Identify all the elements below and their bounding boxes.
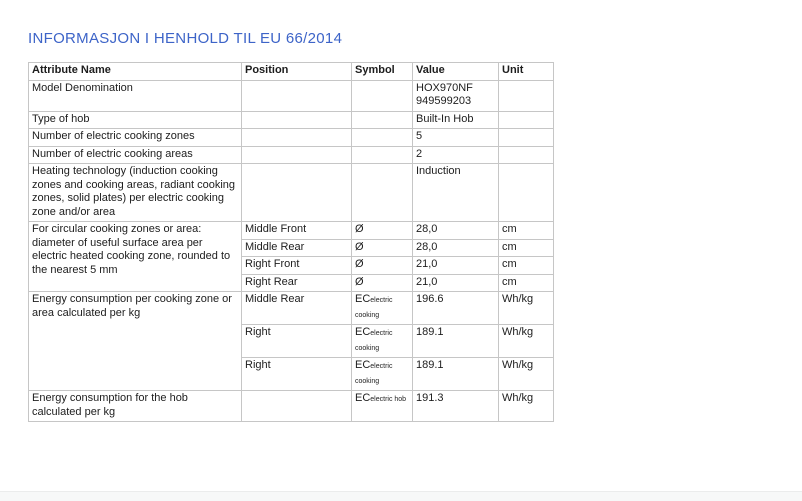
value-line: 28,0: [416, 223, 438, 235]
unit-cell: [499, 129, 554, 147]
table-row: [29, 164, 554, 222]
value-cell: [413, 274, 499, 292]
value-cell: [413, 146, 499, 164]
attribute-name-cell: Heating technology (induction cooking zones and cooking areas, radiant cooking zones, solid plates) per electric cooking zone and/or area: [29, 164, 242, 222]
symbol-cell: [352, 80, 413, 111]
attribute-name-cell: For circular cooking zones or area: diameter of useful surface area per electric heated cooking zone, rounded to the nearest 5 mm: [29, 222, 242, 292]
position-cell: Right: [242, 325, 352, 358]
value-line: HOX970NF: [416, 81, 473, 94]
unit-cell: cm: [499, 274, 554, 292]
eu-info-table: [28, 62, 554, 422]
table-row: [29, 111, 554, 129]
symbol-base: EC: [355, 359, 371, 371]
table-row: [29, 222, 554, 240]
position-cell: [242, 80, 352, 111]
value-cell: [413, 325, 499, 358]
value-line: 191.3: [416, 392, 444, 404]
symbol-cell: [352, 325, 413, 358]
symbol-cell: [352, 129, 413, 147]
symbol-base: Ø: [355, 258, 364, 270]
unit-cell: cm: [499, 239, 554, 257]
symbol-base: Ø: [355, 240, 364, 253]
attribute-name-cell: Number of electric cooking zones: [29, 129, 242, 147]
symbol-subscript: electric cooking: [355, 297, 393, 319]
col-header-unit: Unit: [499, 63, 554, 81]
value-cell: [413, 358, 499, 391]
value-line: 949599203: [416, 95, 472, 107]
value-cell: [413, 391, 499, 422]
position-cell: [242, 129, 352, 147]
position-cell: Right Rear: [242, 274, 352, 292]
value-line: 5: [416, 130, 423, 142]
position-cell: Right Front: [242, 257, 352, 275]
unit-cell: Wh/kg: [499, 391, 554, 422]
value-line: Built-In Hob: [416, 112, 474, 125]
attribute-name-cell: Energy consumption per cooking zone or area calculated per kg: [29, 292, 242, 391]
symbol-cell: [352, 111, 413, 129]
position-cell: [242, 146, 352, 164]
value-cell: [413, 164, 499, 222]
footer-bar: [0, 491, 802, 501]
value-cell: [413, 292, 499, 325]
col-header-value: Value: [413, 63, 499, 81]
symbol-cell: [352, 257, 413, 275]
symbol-subscript: electric cooking: [355, 363, 393, 385]
value-line: 21,0: [416, 258, 438, 270]
attribute-name-cell: Energy consumption for the hob calculated per kg: [29, 391, 242, 422]
page-title: INFORMASJON I HENHOLD TIL EU 66/2014: [28, 30, 343, 47]
symbol-base: Ø: [355, 223, 364, 235]
symbol-cell: [352, 222, 413, 240]
symbol-cell: [352, 274, 413, 292]
col-header-symbol: Symbol: [352, 63, 413, 81]
symbol-cell: [352, 358, 413, 391]
unit-cell: Wh/kg: [499, 292, 554, 325]
unit-cell: cm: [499, 257, 554, 275]
symbol-cell: [352, 292, 413, 325]
value-line: Induction: [416, 165, 461, 177]
position-cell: [242, 111, 352, 129]
table-row: [29, 146, 554, 164]
col-header-position: Position: [242, 63, 352, 81]
unit-cell: cm: [499, 222, 554, 240]
table-header-row: [29, 63, 554, 81]
attribute-name-cell: Model Denomination: [29, 80, 242, 111]
table-row: [29, 391, 554, 422]
attribute-name-cell: Type of hob: [29, 111, 242, 129]
symbol-cell: [352, 391, 413, 422]
value-line: 21,0: [416, 275, 438, 288]
value-line: 196.6: [416, 293, 444, 305]
col-header-attribute-name: Attribute Name: [29, 63, 242, 81]
symbol-base: EC: [355, 293, 371, 305]
value-cell: [413, 222, 499, 240]
symbol-base: Ø: [355, 275, 364, 288]
unit-cell: [499, 80, 554, 111]
table-row: [29, 80, 554, 111]
value-cell: [413, 111, 499, 129]
position-cell: Middle Rear: [242, 239, 352, 257]
symbol-cell: [352, 146, 413, 164]
value-line: 189.1: [416, 326, 444, 338]
value-line: 28,0: [416, 240, 438, 253]
value-cell: [413, 129, 499, 147]
table-row: [29, 292, 554, 325]
symbol-cell: [352, 164, 413, 222]
symbol-subscript: electric cooking: [355, 330, 393, 352]
value-line: 189.1: [416, 359, 444, 371]
position-cell: [242, 391, 352, 422]
position-cell: Right: [242, 358, 352, 391]
unit-cell: Wh/kg: [499, 325, 554, 358]
value-cell: [413, 80, 499, 111]
table-row: [29, 129, 554, 147]
unit-cell: [499, 111, 554, 129]
value-line: 2: [416, 147, 423, 160]
position-cell: Middle Rear: [242, 292, 352, 325]
attribute-name-cell: Number of electric cooking areas: [29, 146, 242, 164]
position-cell: [242, 164, 352, 222]
value-cell: [413, 239, 499, 257]
unit-cell: [499, 164, 554, 222]
symbol-base: EC: [355, 392, 371, 404]
value-cell: [413, 257, 499, 275]
position-cell: Middle Front: [242, 222, 352, 240]
unit-cell: Wh/kg: [499, 358, 554, 391]
symbol-cell: [352, 239, 413, 257]
symbol-base: EC: [355, 326, 371, 338]
symbol-subscript: electric hob: [370, 396, 407, 403]
unit-cell: [499, 146, 554, 164]
